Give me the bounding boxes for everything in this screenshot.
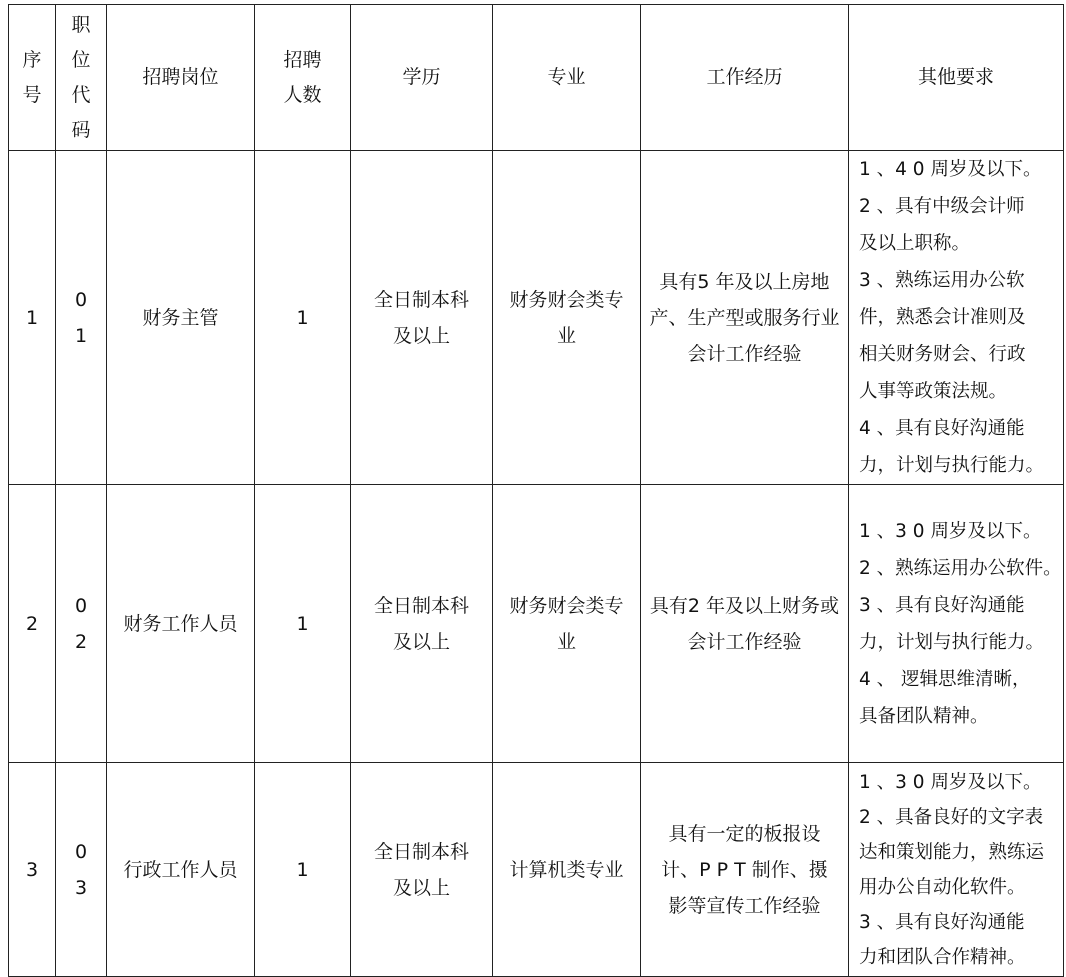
cell-education: 全日制本科及以上 bbox=[351, 763, 493, 977]
requirement-line: 2 、具备良好的文字表 bbox=[859, 806, 1044, 828]
recruitment-table bbox=[8, 4, 1064, 977]
requirement-line: 相关财务财会、行政 bbox=[859, 344, 1026, 365]
header-position: 招聘岗位 bbox=[107, 5, 255, 151]
requirement-line: 具备团队精神。 bbox=[859, 705, 989, 727]
requirement-line: 人事等政策法规。 bbox=[859, 381, 1008, 402]
header-other: 其他要求 bbox=[849, 5, 1064, 151]
requirement-line: 3 、具有良好沟通能 bbox=[859, 911, 1025, 933]
cell-count: 1 bbox=[255, 763, 351, 977]
requirement-line: 1 、3 0 周岁及以下。 bbox=[859, 520, 1042, 542]
cell-position: 财务工作人员 bbox=[107, 485, 255, 763]
cell-experience: 具有2 年及以上财务或会计工作经验 bbox=[641, 485, 849, 763]
cell-seq: 1 bbox=[9, 151, 56, 485]
cell-count: 1 bbox=[255, 485, 351, 763]
requirement-line: 达和策划能力，熟练运 bbox=[859, 841, 1045, 863]
cell-major: 财务财会类专业 bbox=[493, 151, 641, 485]
cell-experience: 具有一定的板报设计、P P T 制作、摄影等宣传工作经验 bbox=[641, 763, 849, 977]
header-experience: 工作经历 bbox=[641, 5, 849, 151]
table-row bbox=[9, 763, 1064, 977]
requirement-line: 用办公自动化软件。 bbox=[859, 876, 1026, 898]
requirement-line: 1 、3 0 周岁及以下。 bbox=[859, 771, 1042, 793]
cell-code: 03 bbox=[56, 763, 107, 977]
cell-major: 计算机类专业 bbox=[493, 763, 641, 977]
header-seq: 序号 bbox=[9, 5, 56, 151]
cell-education: 全日制本科及以上 bbox=[351, 485, 493, 763]
requirement-line: 3 、具有良好沟通能 bbox=[859, 594, 1025, 616]
requirement-line: 4 、具有良好沟通能 bbox=[859, 418, 1025, 439]
header-count: 招聘人数 bbox=[255, 5, 351, 151]
cell-major: 财务财会类专业 bbox=[493, 485, 641, 763]
header-major: 专业 bbox=[493, 5, 641, 151]
requirement-line: 4 、 逻辑思维清晰， bbox=[859, 668, 1031, 690]
requirement-line: 1 、4 0 周岁及以下。 bbox=[859, 159, 1042, 180]
requirement-line: 力，计划与执行能力。 bbox=[859, 631, 1045, 653]
cell-seq: 3 bbox=[9, 763, 56, 977]
cell-experience: 具有5 年及以上房地产、生产型或服务行业会计工作经验 bbox=[641, 151, 849, 485]
requirement-line: 2 、具有中级会计师 bbox=[859, 196, 1025, 217]
cell-education: 全日制本科及以上 bbox=[351, 151, 493, 485]
table-row bbox=[9, 151, 1064, 485]
header-code: 职位代码 bbox=[56, 5, 107, 151]
header-row bbox=[9, 5, 1064, 151]
requirement-line: 3 、熟练运用办公软 bbox=[859, 270, 1025, 291]
cell-position: 财务主管 bbox=[107, 151, 255, 485]
cell-count: 1 bbox=[255, 151, 351, 485]
table-row bbox=[9, 485, 1064, 763]
requirement-line: 件，熟悉会计准则及 bbox=[859, 307, 1026, 328]
header-education: 学历 bbox=[351, 5, 493, 151]
cell-position: 行政工作人员 bbox=[107, 763, 255, 977]
cell-code: 02 bbox=[56, 485, 107, 763]
cell-other-requirements bbox=[849, 763, 1064, 977]
requirement-line: 力和团队合作精神。 bbox=[859, 946, 1026, 968]
requirement-line: 力，计划与执行能力。 bbox=[859, 455, 1045, 476]
requirement-line: 2 、熟练运用办公软件。 bbox=[859, 557, 1062, 579]
cell-other-requirements bbox=[849, 485, 1064, 763]
requirement-line: 及以上职称。 bbox=[859, 233, 971, 254]
cell-seq: 2 bbox=[9, 485, 56, 763]
cell-other-requirements bbox=[849, 151, 1064, 485]
cell-code: 01 bbox=[56, 151, 107, 485]
